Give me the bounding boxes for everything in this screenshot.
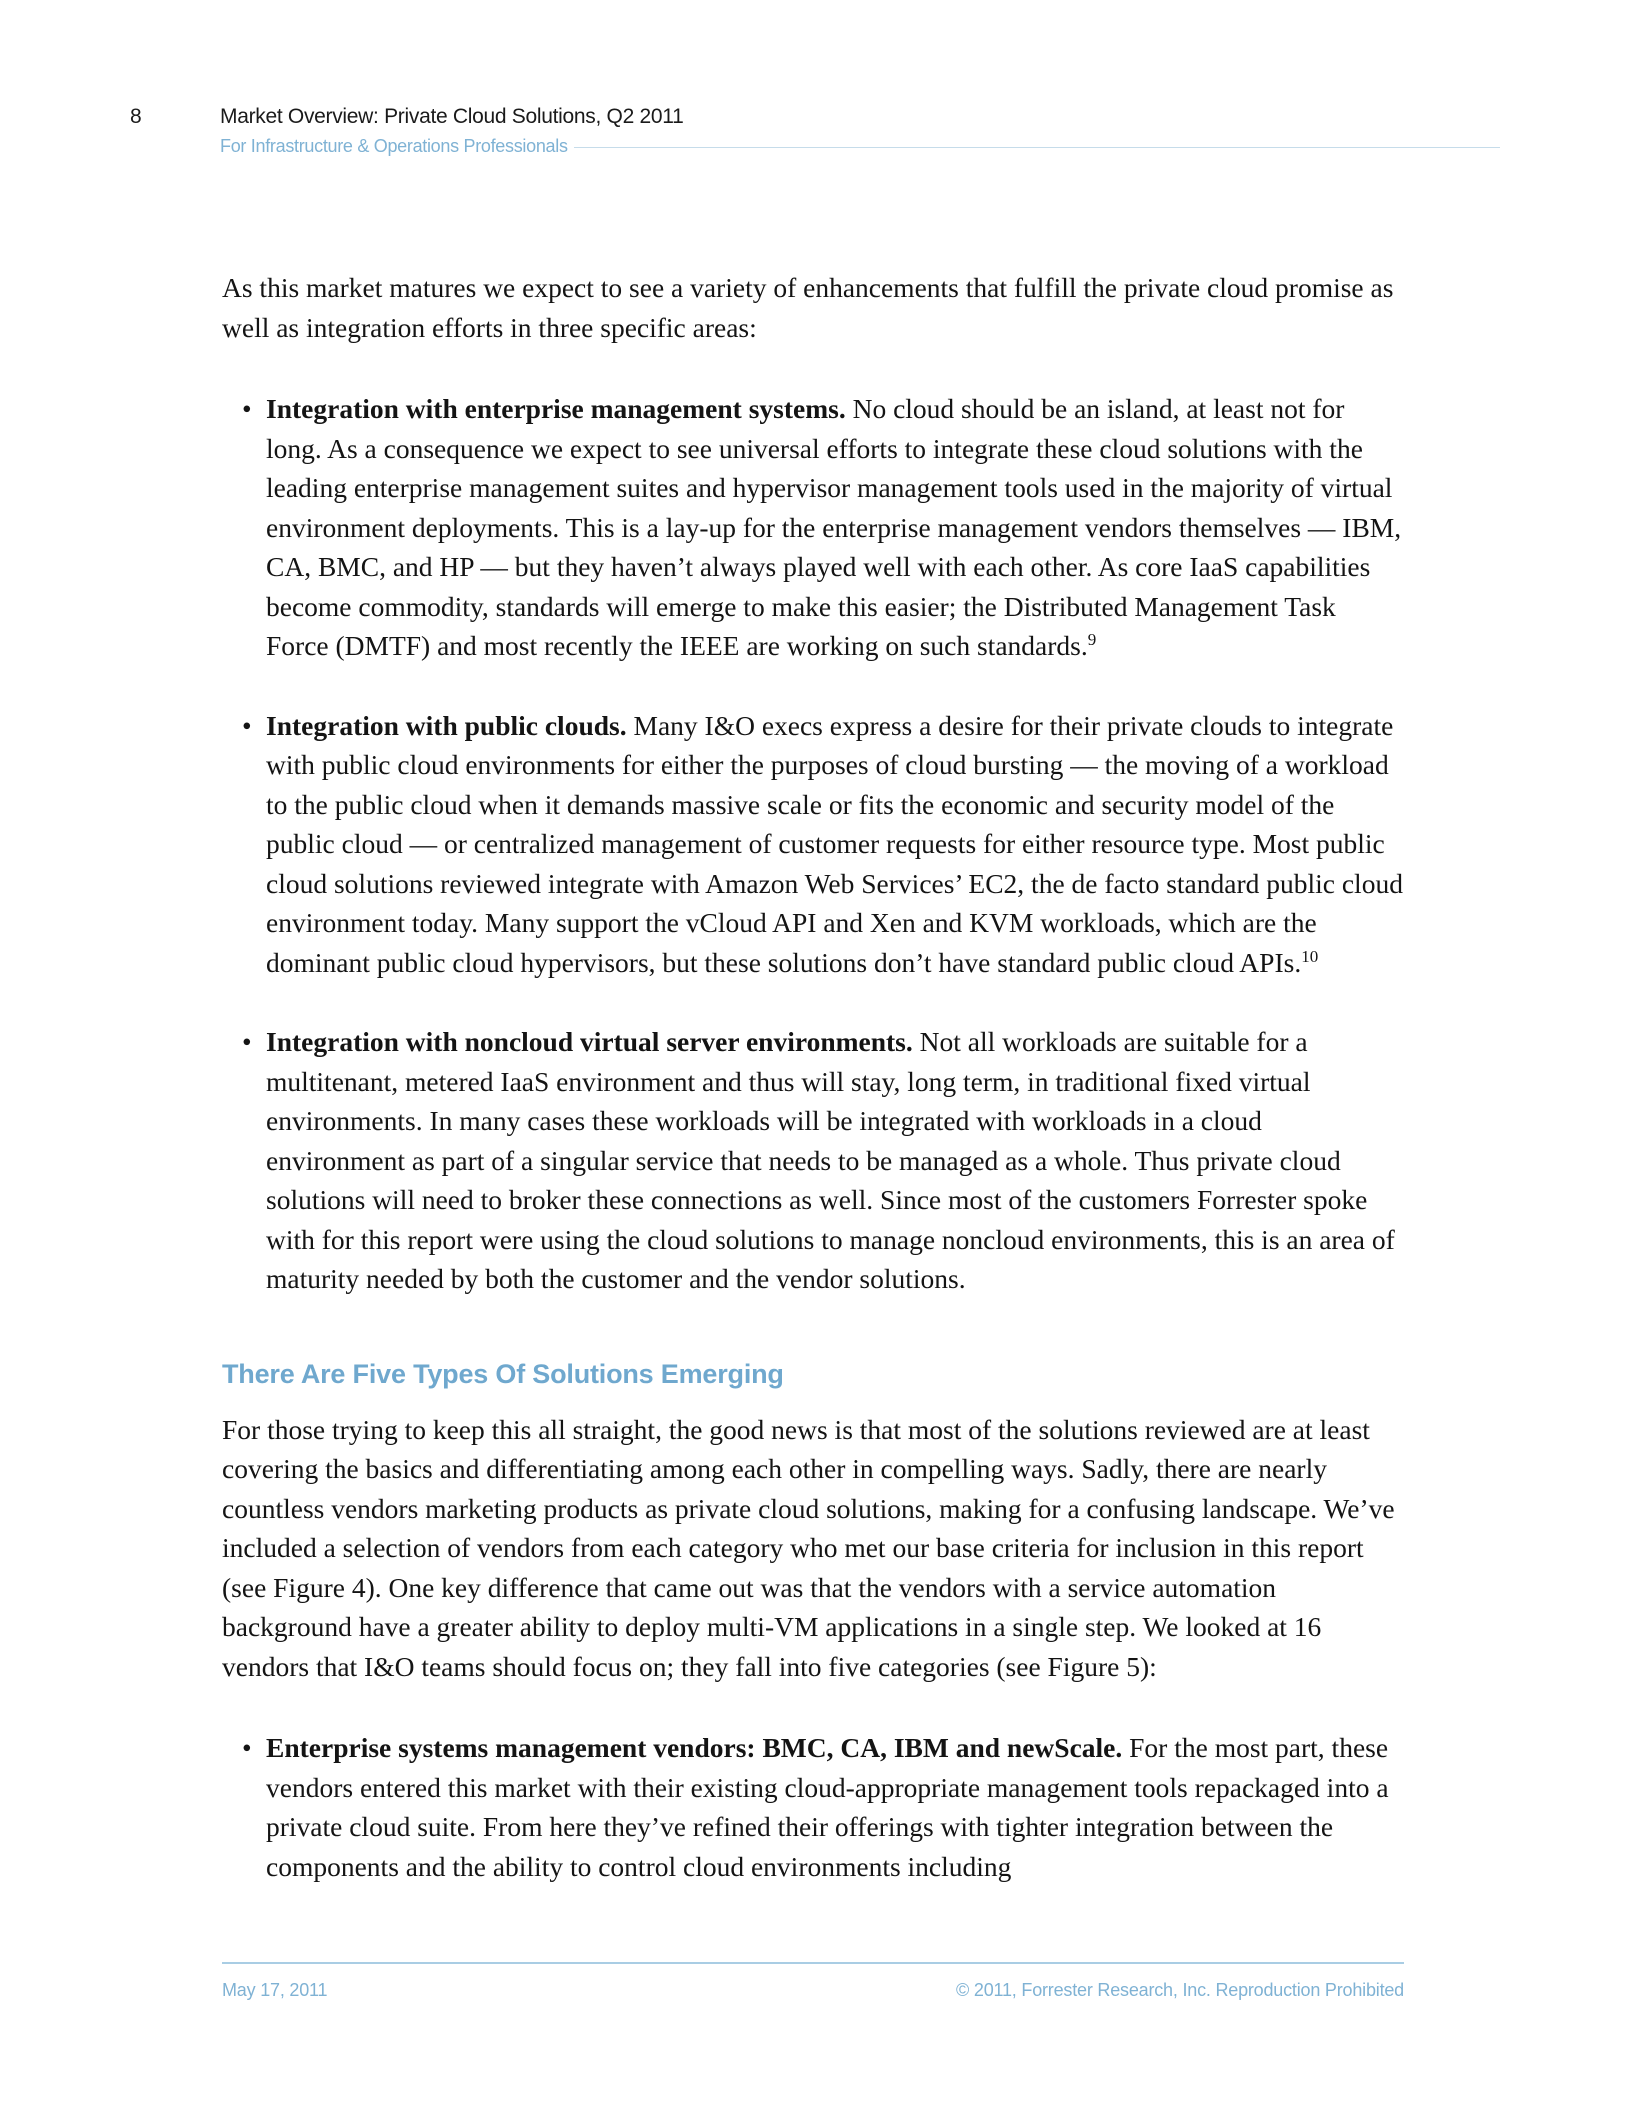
bullet-lead: Integration with public clouds. [266,709,627,741]
section-paragraph: For those trying to keep this all straight, the good news is that most of the solutions reviewed are at least covering the basics and differentiating among each other in compelling ways. Sadly, there are nearly countless vendors marketing products as private cloud solutions, making for a confusing landscape. We’ve included a selection of vendors from each category who met our base criteria for inclusion in this report (see Figure 4). One key difference that came out was that the vendors with a service automation background have a greater ability to deploy multi-VM applications in a single step. We looked at 16 vendors that I&O teams should focus on; they fall into five categories (see Figure 5): [222,1413,1395,1682]
bullet-text: No cloud should be an island, at least not for long. As a consequence we expect to see universal efforts to integrate these cloud solutions with the leading enterprise management suites and hypervisor management tools used in the majority of virtual environment deployments. This is a lay-up for the enterprise management vendors themselves — IBM, CA, BMC, and HP — but they haven’t always played well with each other. As core IaaS capabilities become commodity, standards will emerge to make this easier; the Distributed Management Task Force (DMTF) and most recently the IEEE are working on such standards. [266,393,1402,661]
bullet-icon: • [242,393,252,424]
header-divider [574,147,1500,148]
list-item [222,1728,1404,1886]
header-title-row [130,105,1500,129]
footer-divider [222,1962,1404,1964]
page-number: 8 [130,105,142,128]
footer-copyright: © 2011, Forrester Research, Inc. Reproduction Prohibited [956,1980,1404,2000]
bullet-icon: • [242,709,252,741]
spacer [222,1686,1404,1728]
bullet-text: Not all workloads are suitable for a multitenant, metered IaaS environment and thus will stay, long term, in traditional fixed virtual environments. In many cases these workloads will be integrated with workloads in a cloud environment as part of a singular service that needs to be managed as a whole. Thus private cloud solutions will need to broker these connections as well. Since most of the customers Forrester spoke with for this report were using the cloud solutions to manage noncloud environments, this is an area of maturity needed by both the customer and the vendor solutions. [266,1026,1395,1294]
bullet-icon: • [242,1732,252,1763]
footer-date: May 17, 2011 [222,1980,328,2000]
bullet-text: For the most part, these vendors entered this market with their existing cloud-appropriate management tools repackaged into a private cloud suite. From here they’ve refined their offerings with tighter integration between the components and the ability to control cloud environments including [266,1732,1389,1882]
section-heading: There Are Five Types Of Solutions Emerging [222,1358,784,1389]
footer-row [222,1980,1404,2001]
page-content [222,268,1404,1886]
footnote-ref: 10 [1301,946,1319,966]
spacer [222,1299,1404,1359]
header-subtitle: For Infrastructure & Operations Professionals [220,136,568,156]
bullet-lead: Integration with noncloud virtual server environments. [266,1026,913,1057]
category-bullet-list [222,1728,1404,1886]
page-footer [222,1962,1404,2001]
footnote-ref: 9 [1087,629,1097,649]
bullet-lead: Enterprise systems management vendors: BMC, CA, IBM and newScale. [266,1732,1123,1763]
spacer [222,1390,1404,1410]
spacer [222,347,1404,389]
intro-paragraph: As this market matures we expect to see a variety of enhancements that fulfill the private cloud promise as well as integration efforts in three specific areas: [222,272,1394,343]
bullet-text: Many I&O execs express a desire for their private clouds to integrate with public cloud environments for either the purposes of cloud bursting — the moving of a workload to the public cloud when it demands massive scale or fits the economic and security model of the public cloud — or centralized management of customer requests for either resource type. Most public cloud solutions reviewed integrate with Amazon Web Services’ EC2, the de facto standard public cloud environment today. Many support the vCloud API and Xen and KVM workloads, which are the dominant public cloud hypervisors, but these solutions don’t have standard public cloud APIs. [266,709,1403,978]
bullet-lead: Integration with enterprise management systems. [266,393,846,424]
header-subtitle-row [130,136,1500,157]
list-item [222,1022,1404,1299]
bullet-icon: • [242,1026,252,1057]
list-item [222,389,1404,666]
page-title: Market Overview: Private Cloud Solutions, Q2 2011 [220,105,684,128]
integration-bullet-list [222,389,1404,1299]
page-header [130,105,1500,157]
list-item [222,706,1404,983]
